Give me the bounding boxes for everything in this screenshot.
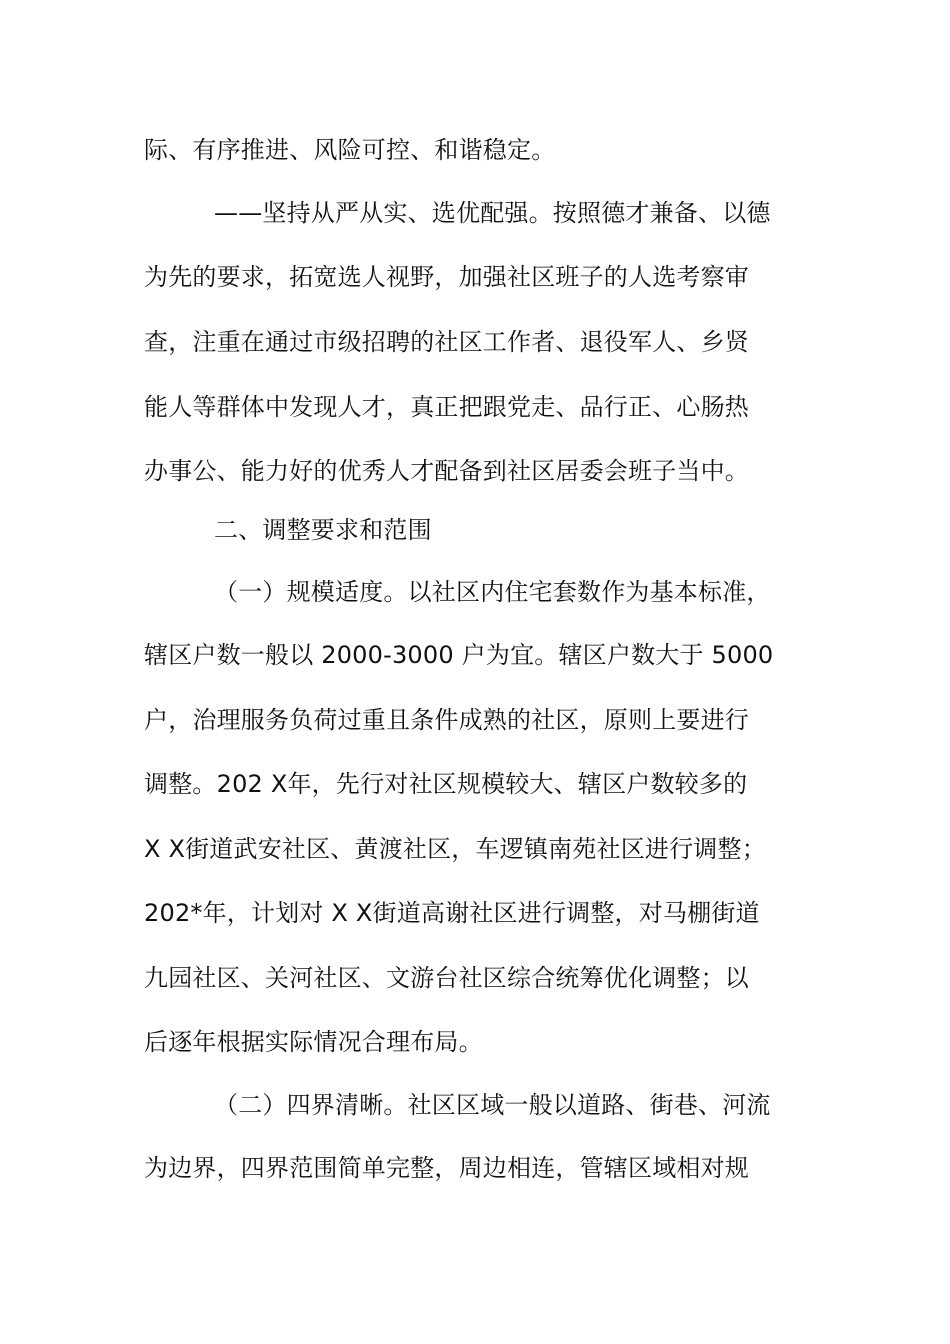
text-line: ——坚持从严从实、选优配强。按照德才兼备、以德 [214, 199, 771, 227]
text-line: （二）四界清晰。社区区域一般以道路、街巷、河流 [214, 1091, 771, 1119]
text-line: （一）规模适度。以社区内住宅套数作为基本标准， [214, 578, 771, 606]
text-line: 九园社区、关河社区、文游台社区综合统筹优化调整；以 [144, 964, 749, 992]
section-heading: 二、调整要求和范围 [214, 516, 432, 544]
text-line: 为先的要求，拓宽选人视野，加强社区班子的人选考察审 [144, 263, 749, 291]
text-line: 调整。202 X年，先行对社区规模较大、辖区户数较多的 [144, 770, 748, 798]
text-line: 查，注重在通过市级招聘的社区工作者、退役军人、乡贤 [144, 328, 749, 356]
text-line: 为边界，四界范围简单完整，周边相连，管辖区域相对规 [144, 1154, 749, 1182]
text-line: 辖区户数一般以 2000-3000 户为宜。辖区户数大于 5000 [144, 641, 774, 669]
text-line: 202*年，计划对 X X街道高谢社区进行调整，对马棚街道 [144, 899, 760, 927]
text-line: 能人等群体中发现人才，真正把跟党走、品行正、心肠热 [144, 393, 749, 421]
text-line: 后逐年根据实际情况合理布局。 [144, 1028, 483, 1056]
text-line: 户，治理服务负荷过重且条件成熟的社区，原则上要进行 [144, 706, 749, 734]
text-line: 办事公、能力好的优秀人才配备到社区居委会班子当中。 [144, 457, 749, 485]
text-line: X X街道武安社区、黄渡社区，车逻镇南苑社区进行调整； [144, 835, 766, 863]
text-line: 际、有序推进、风险可控、和谐稳定。 [144, 136, 556, 164]
